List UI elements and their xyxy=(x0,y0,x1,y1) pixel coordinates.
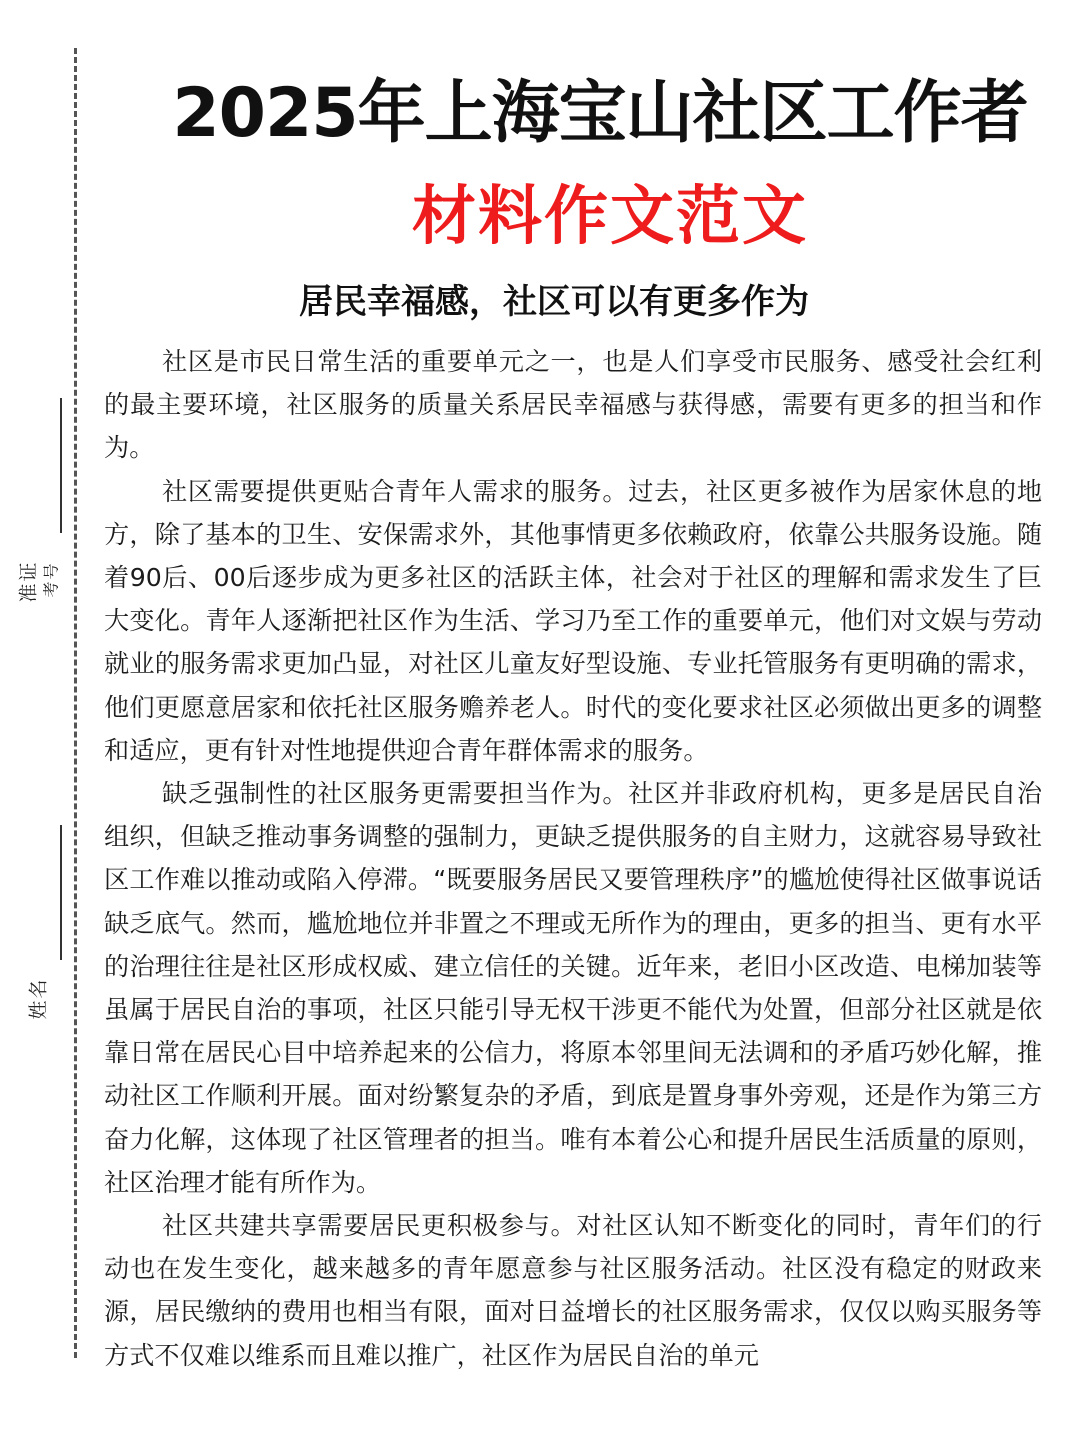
essay-paragraph: 缺乏强制性的社区服务更需要担当作为。社区并非政府机构，更多是居民自治组织，但缺乏推动事务调整的强制力，更缺乏提供服务的自主财力，这就容易导致社区工作难以推动或陷入停滞。“既要服务居民又要管理秩序”的尴尬使得社区做事说话缺乏底气。然而，尴尬地位并非置之不理或无所作为的理由，更多的担当、更有水平的治理往往是社区形成权威、建立信任的关键。近年来，老旧小区改造、电梯加装等虽属于居民自治的事项，社区只能引导无权干涉更不能代为处置，但部分社区就是依靠日常在居民心目中培养起来的公信力，将原本邻里间无法调和的矛盾巧妙化解，推动社区工作顺利开展。面对纷繁复杂的矛盾，到底是置身事外旁观，还是作为第三方奋力化解，这体现了社区管理者的担当。唯有本着公心和提升居民生活质量的原则，社区治理才能有所作为。 xyxy=(104,779,1042,1197)
essay-body xyxy=(104,340,1042,1377)
essay-title: 居民幸福感，社区可以有更多作为 xyxy=(299,282,809,322)
exam-number-label: 考号 xyxy=(41,561,61,598)
name-write-line xyxy=(60,825,62,960)
page-title: 2025年上海宝山社区工作者 xyxy=(172,74,1028,153)
essay-paragraph: 社区需要提供更贴合青年人需求的服务。过去，社区更多被作为居家休息的地方，除了基本的卫生、安保需求外，其他事情更多依赖政府，依靠公共服务设施。随着90后、00后逐步成为更多社区的活跃主体，社会对于社区的理解和需求发生了巨大变化。青年人逐渐把社区作为生活、学习乃至工作的重要单元，他们对文娱与劳动就业的服务需求更加凸显，对社区儿童友好型设施、专业托管服务有更明确的需求，他们更愿意居家和依托社区服务赡养老人。时代的变化要求社区必须做出更多的调整和适应，更有针对性地提供迎合青年群体需求的服务。 xyxy=(104,476,1042,765)
admission-number-write-line xyxy=(60,398,62,533)
binding-margin-dashed-line xyxy=(74,48,77,1358)
admission-ticket-label: 准证 xyxy=(17,560,40,603)
essay-paragraph: 社区共建共享需要居民更积极参与。对社区认知不断变化的同时，青年们的行动也在发生变化，越来越多的青年愿意参与社区服务活动。社区没有稳定的财政来源，居民缴纳的费用也相当有限，面对日益增长的社区服务需求，仅仅以购买服务等方式不仅难以维系而且难以推广，社区作为居民自治的单元 xyxy=(104,1211,1042,1370)
essay-paragraph: 社区是市民日常生活的重要单元之一，也是人们享受市民服务、感受社会红利的最主要环境，社区服务的质量关系居民幸福感与获得感，需要有更多的担当和作为。 xyxy=(104,347,1042,463)
name-label: 姓名 xyxy=(27,977,50,1020)
page-subtitle: 材料作文范文 xyxy=(412,180,808,254)
